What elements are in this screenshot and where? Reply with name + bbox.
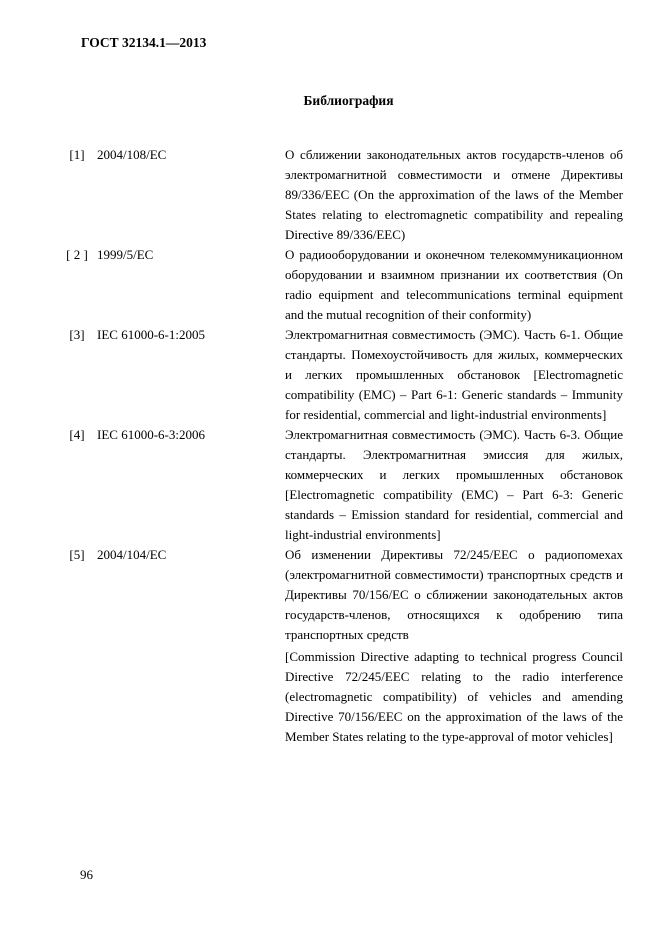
standard-designation: ГОСТ 32134.1—2013 [81, 35, 207, 50]
entry-number: [1] [69, 147, 85, 162]
entry-description [285, 245, 623, 325]
bibliography-list [57, 145, 623, 747]
entry-description-paragraph: О радиооборудовании и оконечном телекоммуникационном оборудовании и взаимном признании их соответствия (On radio equipment and telecommunications terminal equipment and the mutual recognition of their conformity) [285, 247, 623, 322]
entry-document-id: 2004/108/EC [97, 147, 167, 162]
entry-description [285, 325, 623, 425]
entry-description-paragraph: Электромагнитная совместимость (ЭМС). Часть 6-3. Общие стандарты. Электромагнитная эмиссия для жилых, коммерческих и легких промышленных обстановок [Electromagnetic compatibility (EMC) – Part 6-3: Generic standards – Emission standard for residential, commercial and light-industrial environments] [285, 427, 623, 542]
entry-description-paragraph: Об изменении Директивы 72/245/EEC о радиопомехах (электромагнитной совместимости) транспортных средств и Директивы 70/156/EC о сближении законодательных актов государств-членов, относящихся к одобрению типа транспортных средств [285, 547, 623, 642]
bibliography-entry [57, 245, 623, 325]
entry-number: [4] [69, 427, 85, 442]
entry-number: [3] [69, 327, 85, 342]
page-number: 96 [80, 867, 93, 882]
entry-document-id: IEC 61000-6-1:2005 [97, 327, 205, 342]
entry-description [285, 545, 623, 747]
entry-document-id: IEC 61000-6-3:2006 [97, 427, 205, 442]
bibliography-entry [57, 425, 623, 545]
bibliography-entry [57, 145, 623, 245]
bibliography-entry [57, 545, 623, 747]
entry-document-id: 1999/5/EC [97, 247, 154, 262]
entry-number: [5] [69, 547, 85, 562]
entry-description-paragraph: О сближении законодательных актов государств-членов об электромагнитной совместимости и отмене Директивы 89/336/EEC (On the approximation of the laws of the Member States relating to electromagnetic compatibility and repealing Directive 89/336/EEC) [285, 147, 623, 242]
bibliography-entry [57, 325, 623, 425]
entry-description [285, 425, 623, 545]
entry-document-id: 2004/104/EC [97, 547, 167, 562]
entry-number: [ 2 ] [66, 247, 88, 262]
bibliography-title: Библиография [303, 93, 394, 108]
entry-description-paragraph: Электромагнитная совместимость (ЭМС). Часть 6-1. Общие стандарты. Помехоустойчивость для жилых, коммерческих и легких промышленных обстановок [Electromagnetic compatibility (EMC) – Part 6-1: Generic standards – Immunity for residential, commercial and light-industrial environments] [285, 327, 623, 422]
entry-description [285, 145, 623, 245]
entry-description-paragraph: [Commission Directive adapting to technical progress Council Directive 72/245/EEC relating to the radio interference (electromagnetic compatibility) of vehicles and amending Directive 70/156/EEC on the approximation of the laws of the Member States relating to the type-approval of motor vehicles] [285, 649, 623, 744]
